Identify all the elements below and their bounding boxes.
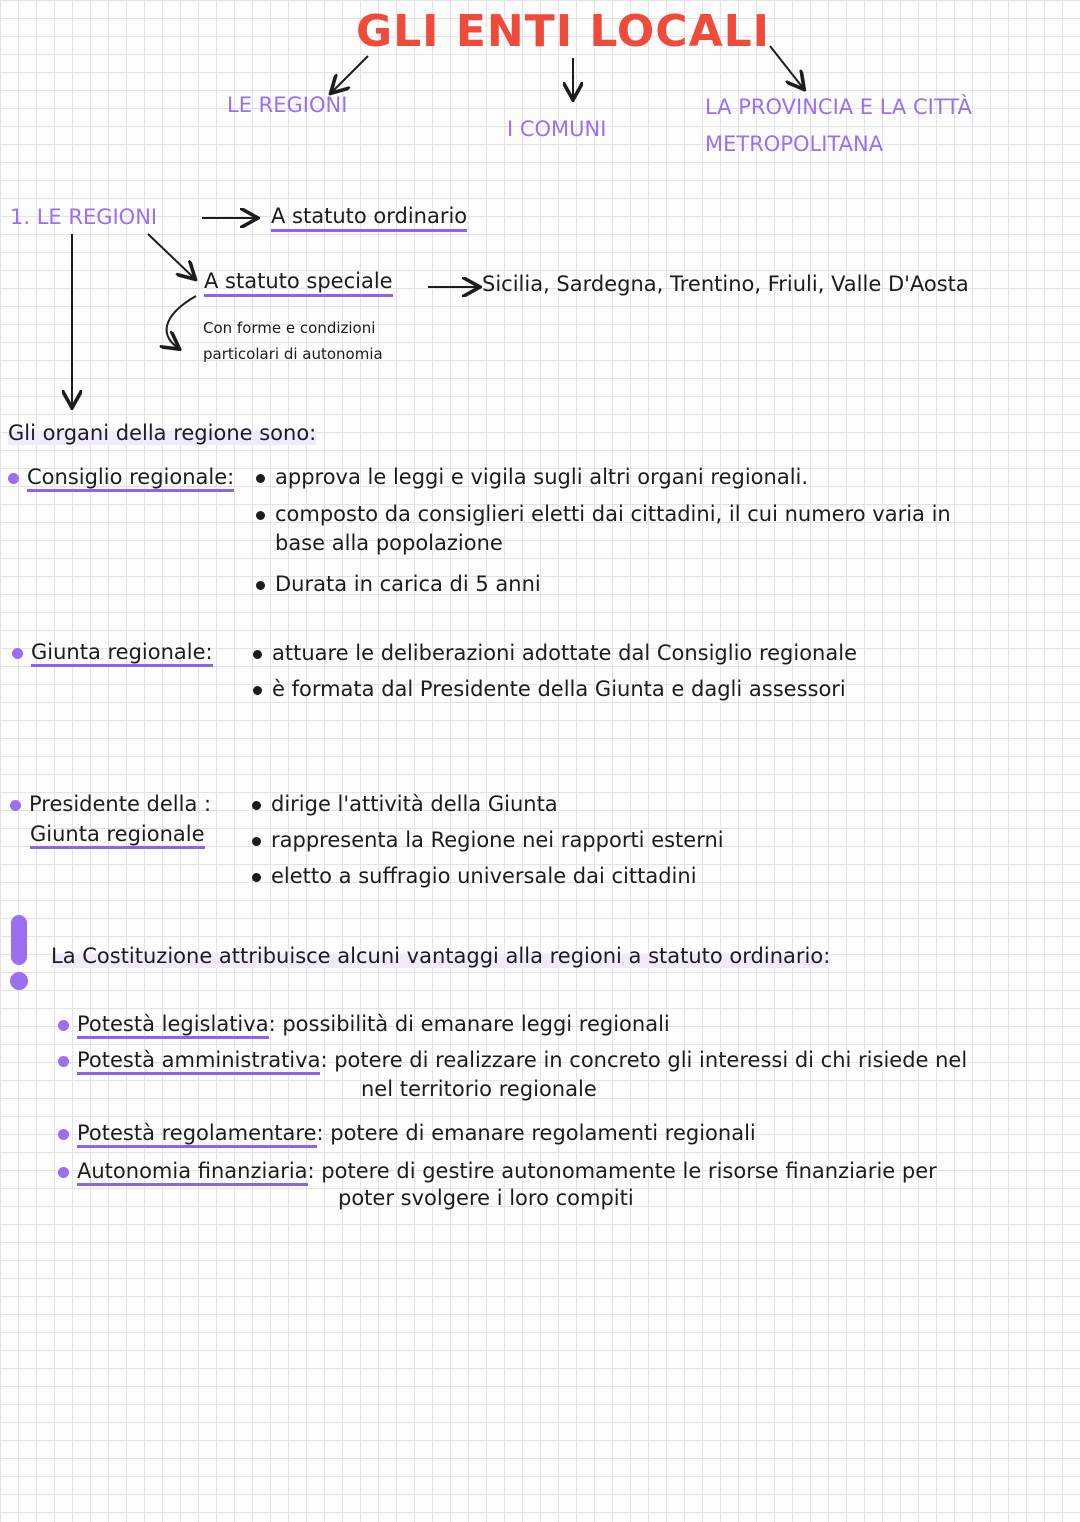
statuto-speciale: A statuto speciale	[204, 269, 393, 297]
bullet-icon	[252, 801, 261, 810]
speciale-note-line2: particolari di autonomia	[203, 345, 383, 363]
consiglio-item: Durata in carica di 5 anni	[256, 572, 541, 596]
branch-regioni: LE REGIONI	[227, 93, 348, 117]
bullet-icon	[10, 800, 21, 811]
bullet-icon	[12, 648, 23, 659]
consiglio-item-cont: base alla popolazione	[275, 531, 503, 555]
giunta-item: è formata dal Presidente della Giunta e dagli assessori	[253, 677, 846, 701]
giunta-label: Giunta regionale:	[12, 640, 213, 664]
bullet-icon	[58, 1167, 69, 1178]
giunta-item: attuare le deliberazioni adottate dal Consiglio regionale	[253, 641, 857, 665]
arrow-to-regioni	[332, 56, 368, 92]
bullet-icon	[58, 1020, 69, 1031]
bullet-icon	[256, 511, 265, 520]
statuto-ordinario: A statuto ordinario	[271, 204, 467, 232]
presidente-label-line2: Giunta regionale	[30, 822, 205, 849]
bullet-icon	[8, 473, 19, 484]
bullet-icon	[252, 837, 261, 846]
advantage-item: Potestà regolamentare: potere di emanare regolamenti regionali	[58, 1121, 756, 1145]
bullet-icon	[253, 650, 262, 659]
bullet-icon	[253, 686, 262, 695]
branch-provincia-line2: METROPOLITANA	[705, 132, 884, 156]
advantage-item-cont: nel territorio regionale	[361, 1077, 597, 1101]
advantage-item: Potestà legislativa: possibilità di emanare leggi regionali	[58, 1012, 670, 1036]
advantage-item-cont: poter svolgere i loro compiti	[338, 1186, 634, 1210]
exclamation-icon	[11, 915, 27, 965]
consiglio-item: composto da consiglieri eletti dai cittadini, il cui numero varia in	[256, 502, 951, 526]
speciale-note-line1: Con forme e condizioni	[203, 319, 376, 337]
presidente-label-line1: Presidente della :	[10, 792, 211, 816]
section-heading: 1. LE REGIONI	[10, 205, 158, 229]
arrow-to-speciale	[148, 234, 194, 278]
organs-intro: Gli organi della regione sono:	[8, 421, 317, 445]
bullet-icon	[256, 581, 265, 590]
bullet-icon	[252, 873, 261, 882]
presidente-item: rappresenta la Regione nei rapporti esterni	[252, 828, 724, 852]
presidente-item: dirige l'attività della Giunta	[252, 792, 558, 816]
arrow-to-note	[167, 296, 196, 348]
branch-comuni: I COMUNI	[507, 117, 607, 141]
bullet-icon	[58, 1129, 69, 1140]
bullet-icon	[58, 1056, 69, 1067]
advantage-item: Autonomia finanziaria: potere di gestire autonomamente le risorse finanziarie per	[58, 1159, 937, 1183]
presidente-item: eletto a suffragio universale dai cittadini	[252, 864, 697, 888]
consiglio-item: approva le leggi e vigila sugli altri organi regionali.	[256, 465, 808, 489]
branch-provincia-line1: LA PROVINCIA E LA CITTÀ	[705, 95, 972, 119]
advantage-item: Potestà amministrativa: potere di realizzare in concreto gli interessi di chi risiede nel	[58, 1048, 967, 1072]
speciale-regions: Sicilia, Sardegna, Trentino, Friuli, Valle D'Aosta	[482, 272, 969, 296]
constitution-intro: La Costituzione attribuisce alcuni vantaggi alla regioni a statuto ordinario:	[51, 944, 831, 968]
page-title: GLI ENTI LOCALI	[356, 6, 771, 57]
arrow-to-provincia	[770, 46, 803, 88]
bullet-icon	[256, 474, 265, 483]
consiglio-label: Consiglio regionale:	[8, 465, 234, 489]
